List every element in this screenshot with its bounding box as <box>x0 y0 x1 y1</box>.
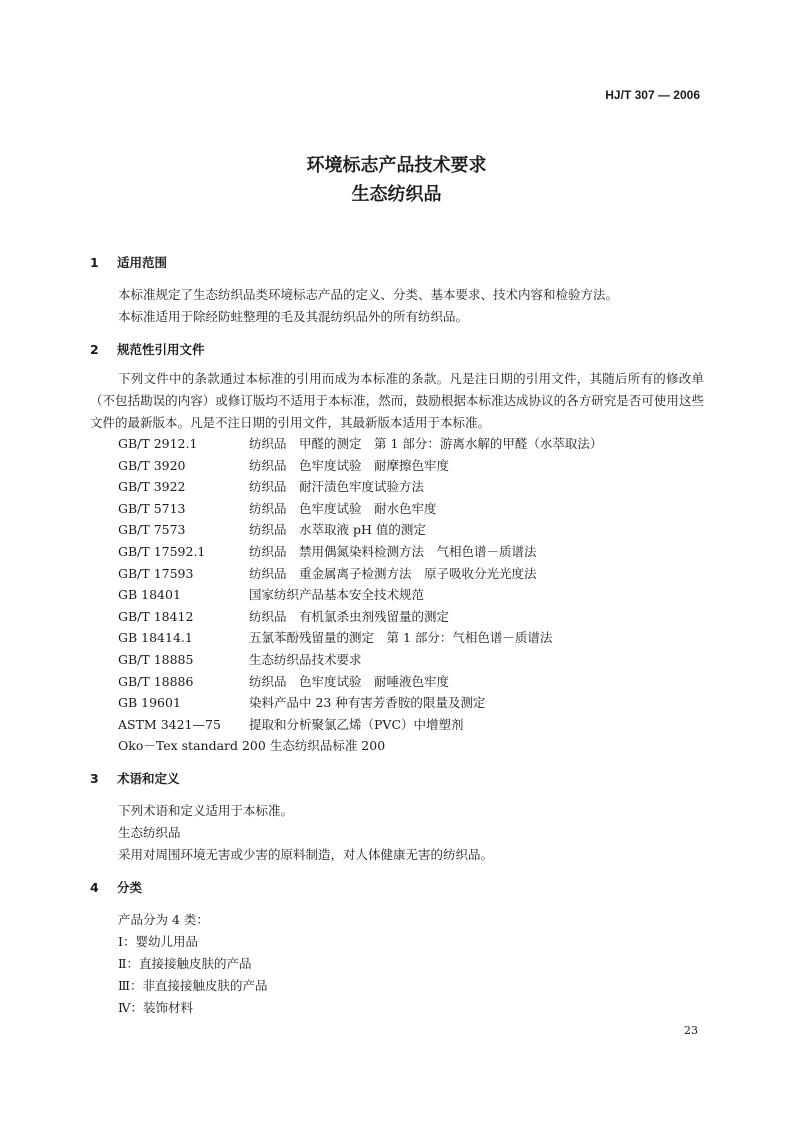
reference-item <box>118 584 602 606</box>
reference-item <box>118 563 602 585</box>
reference-code: GB 18414.1 <box>118 630 193 646</box>
reference-code: ASTM 3421—75 <box>118 716 221 732</box>
reference-list <box>118 433 602 757</box>
reference-code: GB 18401 <box>118 587 181 603</box>
section-number: 3 <box>90 771 99 786</box>
section-number: 4 <box>90 880 99 895</box>
reference-title: 纺织品 色牢度试验 耐唾液色牢度 <box>249 673 450 689</box>
paragraph: 产品分为 4 类： <box>118 912 209 927</box>
term-definition: 采用对周围环境无害或少害的原料制造，对人体健康无害的纺织品。 <box>118 847 494 862</box>
term-name: 生态纺织品 <box>118 825 181 840</box>
references-intro: 下列文件中的条款通过本标准的引用而成为本标准的条款。凡是注日期的引用文件，其随后所有的修改单（不包括勘误的内容）或修订版均不适用于本标准，然而，鼓励根据本标准达成协议的各方研究是否可使用这些文件的最新版本。凡是不注日期的引用文件，其最新版本适用于本标准。 <box>90 371 704 430</box>
section-title: 分类 <box>117 880 143 895</box>
reference-text: Oko－Tex standard 200 生态纺织品标准 200 <box>118 738 386 754</box>
reference-title: 国家纺织产品基本安全技术规范 <box>249 587 425 603</box>
section-number: 2 <box>90 342 99 357</box>
reference-title: 纺织品 色牢度试验 耐摩擦色牢度 <box>249 457 450 473</box>
reference-code: GB 19601 <box>118 695 181 711</box>
reference-title: 纺织品 水萃取液 pH 值的测定 <box>249 522 426 538</box>
reference-code: GB/T 17593 <box>118 565 194 581</box>
reference-item-last <box>118 735 602 757</box>
reference-item <box>118 692 602 714</box>
section-title: 适用范围 <box>117 255 168 270</box>
section-heading-1 <box>90 253 167 271</box>
reference-title: 纺织品 重金属离子检测方法 原子吸收分光光度法 <box>249 565 537 581</box>
reference-code: GB/T 17592.1 <box>118 543 206 559</box>
paragraph: 本标准适用于除经防蛀整理的毛及其混纺织品外的所有纺织品。 <box>118 309 469 324</box>
reference-title: 纺织品 色牢度试验 耐水色牢度 <box>249 500 437 516</box>
reference-title: 纺织品 甲醛的测定 第 1 部分：游离水解的甲醛（水萃取法） <box>249 436 603 451</box>
reference-item <box>118 606 602 628</box>
standard-number: HJ/T 307 — 2006 <box>605 88 700 102</box>
category-item: Ⅱ：直接接触皮肤的产品 <box>118 956 252 971</box>
reference-code: GB/T 2912.1 <box>118 436 198 451</box>
section-heading-2 <box>90 340 205 358</box>
reference-item <box>118 671 602 693</box>
category-item: Ⅰ：婴幼儿用品 <box>118 934 198 949</box>
reference-code: GB/T 18886 <box>118 673 194 689</box>
reference-item <box>118 714 602 736</box>
reference-item <box>118 476 602 498</box>
document-subtitle: 生态纺织品 <box>351 184 442 205</box>
reference-title: 纺织品 禁用偶氮染料检测方法 气相色谱－质谱法 <box>249 543 537 559</box>
reference-item <box>118 649 602 671</box>
reference-item <box>118 498 602 520</box>
reference-title: 五氯苯酚残留量的测定 第 1 部分：气相色谱－质谱法 <box>249 630 553 646</box>
section-title: 规范性引用文件 <box>117 342 205 357</box>
reference-code: GB/T 7573 <box>118 522 186 538</box>
document-title: 环境标志产品技术要求 <box>306 155 487 176</box>
reference-item <box>118 519 602 541</box>
reference-item <box>118 627 602 649</box>
reference-item <box>118 433 602 455</box>
reference-title: 生态纺织品技术要求 <box>249 651 362 667</box>
reference-item <box>118 541 602 563</box>
reference-code: GB/T 3922 <box>118 479 186 495</box>
reference-title: 提取和分析聚氯乙烯（PVC）中增塑剂 <box>249 716 464 732</box>
category-item: Ⅳ：装饰材料 <box>118 1000 193 1015</box>
paragraph: 本标准规定了生态纺织品类环境标志产品的定义、分类、基本要求、技术内容和检验方法。 <box>118 287 619 302</box>
section-heading-3 <box>90 769 180 787</box>
section-number: 1 <box>90 255 99 270</box>
reference-code: GB/T 18885 <box>118 651 194 667</box>
reference-title: 纺织品 有机氯杀虫剂残留量的测定 <box>249 608 450 624</box>
reference-title: 纺织品 耐汗渍色牢度试验方法 <box>249 479 425 495</box>
page-number: 23 <box>684 1024 698 1037</box>
section-title: 术语和定义 <box>117 771 180 786</box>
category-item: Ⅲ：非直接接触皮肤的产品 <box>118 978 268 993</box>
reference-item <box>118 455 602 477</box>
reference-code: GB/T 18412 <box>118 608 194 624</box>
reference-code: GB/T 5713 <box>118 500 186 516</box>
paragraph: 下列术语和定义适用于本标准。 <box>118 803 294 818</box>
section-heading-4 <box>90 878 142 896</box>
reference-code: GB/T 3920 <box>118 457 186 473</box>
reference-title: 染料产品中 23 种有害芳香胺的限量及测定 <box>249 695 486 711</box>
